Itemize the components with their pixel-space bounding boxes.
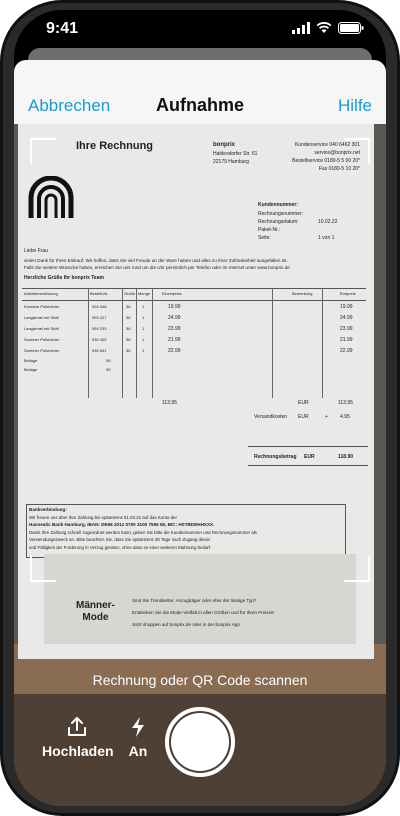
field-label: Rechnungsdatum: — [258, 219, 299, 225]
column-divider — [88, 288, 89, 398]
greeting: Liebe Frau — [24, 248, 48, 254]
scan-frame-corner — [344, 138, 370, 164]
column-divider — [122, 288, 123, 398]
item-price: 23.99 — [168, 326, 181, 332]
sender-name: bonprix — [213, 142, 235, 148]
sender-city: 22179 Hamburg — [213, 159, 249, 165]
camera-controls — [14, 694, 386, 806]
column-header: Einzelpreis — [162, 291, 182, 296]
shipping-cost: 4.95 — [340, 414, 350, 420]
item-qty: 1 — [142, 304, 145, 309]
item-number: 59 — [106, 358, 111, 363]
shutter-inner — [171, 713, 229, 771]
item-size: 36 — [126, 326, 131, 331]
item-qty: 1 — [142, 348, 145, 353]
item-name: Sommer Pulloveder — [24, 348, 60, 353]
battery-icon — [338, 22, 364, 34]
flyer-title: Männer- Mode — [76, 600, 115, 623]
table-rule — [22, 300, 366, 301]
flash-toggle[interactable] — [118, 716, 158, 761]
contact-line: service@bonprix.net — [314, 150, 360, 156]
contact-line: Fax 0180-5 10 20* — [318, 166, 360, 172]
bonprix-logo-icon — [28, 176, 74, 218]
bank-line: Damit Ihre Zahlung schnell zugeordnet werden kann, geben Sie bitte die Kundennummer und Rechnungsnummer als — [29, 530, 257, 535]
cellular-signal-icon — [292, 22, 310, 34]
item-name: Langärmel mit Stoff — [24, 315, 59, 320]
item-number: 959 227 — [92, 315, 107, 320]
item-total: 21.99 — [340, 337, 353, 343]
column-divider — [152, 288, 153, 398]
item-price: 19.99 — [168, 304, 181, 310]
bank-line: Verwendungszweck an. Bitte beachten Sie, dass Sie spätestens 30 Tage nach Zugang dieser — [29, 537, 211, 542]
invoice-heading: Ihre Rechnung — [76, 140, 154, 152]
upload-icon — [66, 716, 88, 738]
column-header: Größe — [124, 291, 136, 296]
item-name: Kurzarm Pulloveder — [24, 304, 60, 309]
scan-hint: Rechnung oder QR Code scannen — [92, 672, 308, 688]
sender-street: Haldesdorfer Str. 61 — [213, 151, 258, 157]
item-number: 926 348 — [92, 304, 107, 309]
subtotal-currency: EUR — [298, 400, 309, 406]
scan-frame-corner — [30, 556, 56, 582]
column-header: Bemerkung — [292, 291, 313, 296]
column-divider — [272, 288, 273, 398]
field-label: Rechnungsnummer: — [258, 211, 304, 217]
item-size: 36 — [126, 337, 131, 342]
status-icons — [292, 22, 364, 34]
item-total: 22.99 — [340, 348, 353, 354]
field-label: Kundennummer: — [258, 202, 298, 208]
flash-icon — [130, 716, 146, 738]
subtotal-right: 113.95 — [338, 400, 353, 406]
upload-button[interactable] — [42, 716, 112, 761]
field-label: Seite: — [258, 235, 271, 241]
item-number: 930 541 — [92, 348, 107, 353]
wifi-icon — [316, 22, 332, 34]
item-price: 21.99 — [168, 337, 181, 343]
item-number: 59 — [106, 367, 111, 372]
camera-preview — [14, 124, 386, 806]
scan-frame-corner — [30, 138, 56, 164]
contact-line: Kundenservice 040 6462 301 — [294, 142, 360, 148]
total-currency: EUR — [304, 454, 315, 460]
screen — [14, 10, 386, 806]
flyer-line: Sind Sie Trendsetter, Anzugträger oder eher der lässige Typ? — [132, 598, 257, 603]
status-time: 9:41 — [46, 20, 79, 37]
bank-line: Hanseatic Bank Hamburg, IBAN: DE68 2012 0700 3100 7555 55, BIC: HSTBDEHHXXX. — [29, 522, 215, 527]
item-number: 930 405 — [92, 337, 107, 342]
item-table — [22, 288, 366, 468]
signature: Herzliche Grüße Ihr bonprix Team — [24, 275, 104, 281]
invoice-date: 10.02.22 — [318, 219, 338, 225]
column-divider — [322, 288, 323, 398]
shutter-button[interactable] — [165, 707, 235, 777]
page-title: Aufnahme — [155, 95, 244, 115]
item-name: Beilage — [24, 367, 38, 372]
promo-flyer — [44, 554, 356, 644]
item-price: 22.99 — [168, 348, 181, 354]
total-rule — [248, 465, 368, 466]
column-header: Artikelbezeichnung — [24, 291, 58, 296]
scan-frame-corner — [344, 556, 370, 582]
item-total: 23.99 — [340, 326, 353, 332]
flash-label: An — [128, 743, 148, 759]
help-button[interactable]: Hilfe — [337, 96, 372, 115]
item-size: 36 — [126, 348, 131, 353]
cancel-button[interactable]: Abbrechen — [28, 96, 111, 115]
flyer-line: Jetzt shoppen auf bonprix.de oder in der bonprix App — [132, 622, 240, 627]
bank-line: und Fälligkeit der Forderung in Verzug geraten, ohne dass es einer weiteren Mahnung bedarf. — [29, 545, 212, 550]
shipping-plus: + — [325, 414, 328, 420]
item-name: Sommer Pulloveder — [24, 337, 60, 342]
shipping-currency: EUR — [298, 414, 309, 420]
field-label: Paket-Nr.: — [258, 227, 281, 233]
column-divider — [136, 288, 137, 398]
column-header: Bestell-Nr. — [90, 291, 109, 296]
item-price: 24.99 — [168, 315, 181, 321]
item-total: 24.99 — [340, 315, 353, 321]
item-qty: 1 — [142, 315, 145, 320]
subtotal: 113.95 — [162, 400, 177, 406]
shipping-label: Versandkosten — [254, 414, 288, 420]
total-label: Rechnungsbetrag — [254, 454, 297, 460]
bank-box — [26, 504, 346, 558]
status-bar — [14, 10, 386, 48]
item-total: 19.99 — [340, 304, 353, 310]
page-number: 1 von 1 — [318, 235, 335, 241]
navigation-bar — [14, 60, 386, 124]
flyer-line: Entdecken Sie die Mode-Vielfalt in allen Größen und für Ihren Freizeit- — [132, 610, 275, 615]
body-text: vielen Dank für Ihren Einkauf. Wir hoffen, dass Sie viel Freude an der Ware haben und alles zu Ihrer Zufriedenheit ausgefallen ist. — [24, 258, 288, 263]
bank-heading: Bankverbindung: — [29, 507, 67, 512]
column-header: Endpreis — [340, 291, 356, 296]
column-header: Menge — [138, 291, 151, 296]
item-size: 36 — [126, 304, 131, 309]
item-name: Langärmel mit Stoff — [24, 326, 59, 331]
item-qty: 1 — [142, 337, 145, 342]
item-qty: 1 — [142, 326, 145, 331]
item-name: Beilage — [24, 358, 38, 363]
total-amount: 118.90 — [338, 454, 354, 460]
upload-label: Hochladen — [42, 743, 114, 759]
total-rule — [248, 446, 368, 447]
item-size: 36 — [126, 315, 131, 320]
body-text: Falls Sie weitere Wünsche haben, erreichen Sie uns rund um die Uhr persönlich per Telefon oder im Internet unter www.bonprix.de — [24, 265, 290, 270]
contact-line: Bestellservice 0180-5 5 00 20* — [292, 158, 360, 164]
bank-line: Wir freuen uns über Ihre Zahlung bis spätestens 01.03.22 auf das Konto der — [29, 515, 177, 520]
item-number: 959 233 — [92, 326, 107, 331]
